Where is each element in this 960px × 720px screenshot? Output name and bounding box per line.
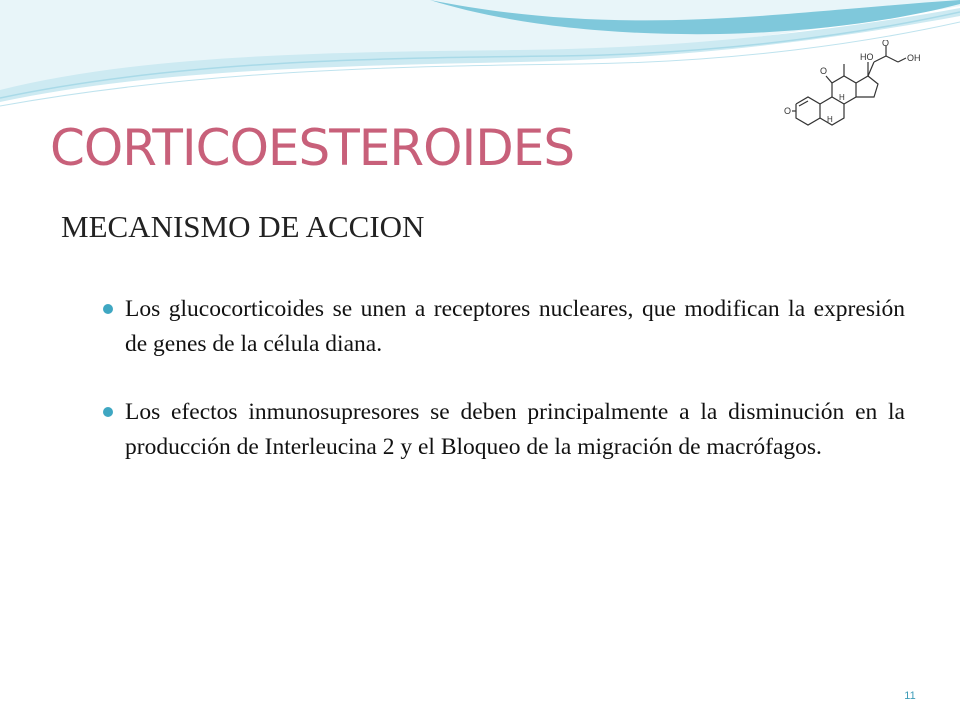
molecule-label-o-ring: O xyxy=(820,66,828,76)
bullet-item xyxy=(103,395,905,465)
bullet-text: Los efectos inmunosupresores se deben principalmente a la disminución en la producción de Interleucina 2 y el Bloqueo de la migración de macrófagos. xyxy=(125,399,905,460)
molecule-label-ho: HO xyxy=(860,52,874,62)
molecule-label-h1: H xyxy=(839,93,845,102)
slide-subtitle: MECANISMO DE ACCION xyxy=(61,209,425,244)
slide-title: CORTICOESTEROIDES xyxy=(50,119,575,177)
steroid-structure-icon xyxy=(782,40,924,126)
bullet-item xyxy=(103,292,905,362)
molecule-label-h2: H xyxy=(827,115,833,124)
bullet-list xyxy=(103,292,905,498)
molecule-label-o-left: O xyxy=(784,106,792,116)
bullet-dot-icon xyxy=(103,304,113,314)
bullet-text: Los glucocorticoides se unen a receptores nucleares, que modifican la expresión de genes de la célula diana. xyxy=(125,296,905,357)
molecule-label-oh: OH xyxy=(907,53,921,63)
page-number: 11 xyxy=(904,690,916,702)
bullet-dot-icon xyxy=(103,407,113,417)
molecule-label-o-ketone: O xyxy=(882,40,890,48)
